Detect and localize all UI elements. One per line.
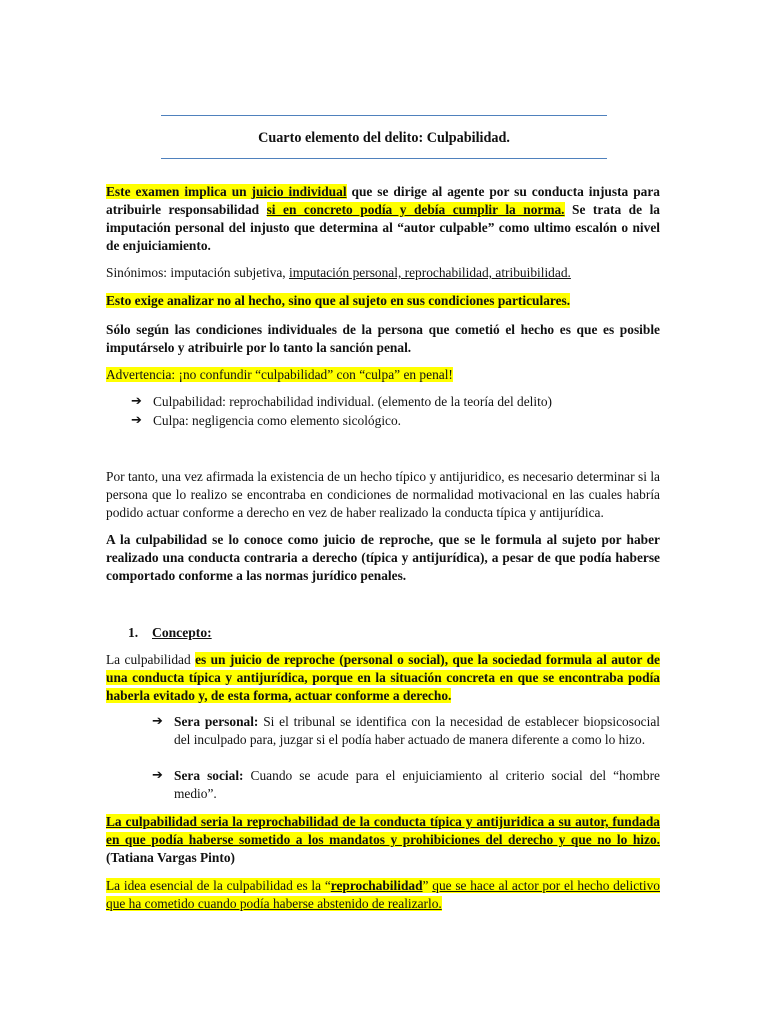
arrow-icon: ➔ bbox=[131, 394, 142, 409]
paragraph-definition bbox=[106, 813, 660, 867]
highlight-underline-text: juicio individual bbox=[251, 184, 347, 199]
text-run: que se dirige al agente por su conducta injusta para atribuirle responsabilidad bbox=[106, 184, 660, 217]
arrow-icon: ➔ bbox=[152, 768, 163, 783]
text-run: Se trata de la imputación personal del injusto que determina al “autor culpable” como ultimo escalón o nivel de enjuiciamiento. bbox=[106, 202, 660, 253]
highlight-text: ” bbox=[422, 878, 433, 893]
paragraph-intro bbox=[106, 183, 660, 255]
highlight-underline-text: que se hace al actor por el hecho delictivo que ha cometido cuando podía haberse abstenido de realizarlo. bbox=[106, 878, 660, 911]
highlight-underline-text: si en concreto podía y debía cumplir la norma. bbox=[266, 202, 565, 217]
highlight-text: Esto exige analizar no al hecho, sino que al sujeto en sus condiciones particulares. bbox=[106, 293, 571, 308]
paragraph-warning bbox=[106, 366, 660, 384]
bullet-text: Culpa: negligencia como elemento sicológico. bbox=[153, 413, 402, 428]
bullet-label: Sera personal: bbox=[174, 714, 259, 729]
text-run: Sinónimos: imputación subjetiva, bbox=[106, 265, 289, 280]
arrow-icon: ➔ bbox=[152, 714, 163, 729]
paragraph-essence bbox=[106, 877, 660, 913]
bullet-text bbox=[152, 767, 660, 803]
bullet-desc: Si el tribunal se identifica con la necesidad de establecer biopsicosocial del inculpado para, juzgar si el podía haber actuado de manera diferente a como lo hizo. bbox=[174, 714, 660, 747]
paragraph-analysis bbox=[106, 292, 660, 310]
paragraph-conditions: Sólo según las condiciones individuales de la persona que cometió el hecho es que es posible imputárselo y atribuirle por lo tanto la sanción penal. bbox=[106, 322, 660, 355]
bullet-item bbox=[131, 393, 660, 411]
highlight-underline-text: La culpabilidad seria la reprochabilidad de la conducta típica y antijuridica a su autor, fundada en que podía haberse sometido a los mandatos y prohibiciones del derecho y que no lo hizo. bbox=[106, 814, 660, 847]
citation: (Tatiana Vargas Pinto) bbox=[106, 850, 235, 865]
section-number: 1. bbox=[128, 625, 139, 640]
top-divider bbox=[161, 115, 607, 116]
section-heading: Concepto: bbox=[152, 625, 212, 640]
highlight-text: La idea esencial de la culpabilidad es la “ bbox=[106, 878, 331, 893]
bullet-text bbox=[152, 713, 660, 749]
paragraph-synonyms bbox=[106, 264, 660, 282]
text-run: La culpabilidad bbox=[106, 652, 196, 667]
underlined-text: imputación personal, reprochabilidad, atribuibilidad. bbox=[289, 265, 571, 280]
paragraph-concept bbox=[106, 651, 660, 705]
paragraph-reproach: A la culpabilidad se lo conoce como juicio de reproche, que se le formula al sujeto por haber realizado una conducta contraria a derecho (típica y antijurídica), a pesar de que podía haberse comportado conforme a las normas jurídico penales. bbox=[106, 532, 660, 583]
bullet-text: Culpabilidad: reprochabilidad individual. (elemento de la teoría del delito) bbox=[153, 394, 552, 409]
bullet-item bbox=[131, 412, 660, 430]
highlight-underline-text: reprochabilidad bbox=[330, 878, 423, 893]
bullet-item bbox=[152, 767, 660, 803]
bottom-divider bbox=[161, 158, 607, 159]
highlight-text: es un juicio de reproche (personal o social), que la sociedad formula al autor de una conducta típica y antijurídica, porque en la situación concreta en que se encontraba podía haberla evitado y, de esta forma, actuar conforme a derecho. bbox=[106, 652, 660, 703]
bullet-label: Sera social: bbox=[174, 768, 244, 783]
arrow-icon: ➔ bbox=[131, 413, 142, 428]
paragraph-therefore: Por tanto, una vez afirmada la existencia de un hecho típico y antijuridico, es necesario determinar si la persona que lo realizo se encontraba en condiciones de normalidad motivacional en las cuales habría podido actuar conforme a derecho en vez de haber realizado la conducta típica y antijurídica. bbox=[106, 469, 660, 520]
bullet-desc: Cuando se acude para el enjuiciamiento al criterio social del “hombre medio”. bbox=[174, 768, 660, 801]
highlight-text: Este examen implica un bbox=[106, 184, 252, 199]
highlight-text: Advertencia: ¡no confundir “culpabilidad” con “culpa” en penal! bbox=[106, 367, 453, 382]
page-title: Cuarto elemento del delito: Culpabilidad. bbox=[258, 130, 510, 146]
bullet-item bbox=[152, 713, 660, 749]
